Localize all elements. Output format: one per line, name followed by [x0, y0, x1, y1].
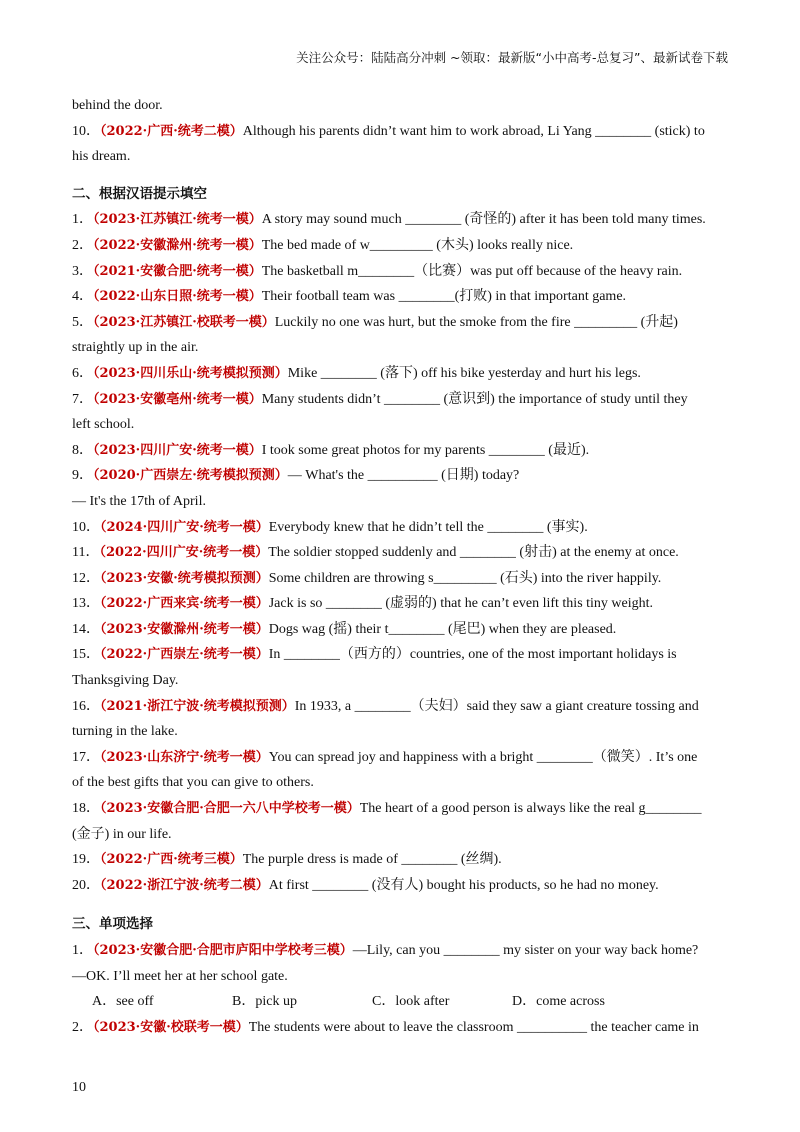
question-number: 11．: [72, 545, 100, 561]
question-text: You can spread joy and happiness with a bright ________（微笑）. It’s one: [268, 749, 698, 765]
question-item: [72, 540, 730, 566]
question-continuation: —OK. I’ll meet her at her school gate.: [72, 968, 288, 984]
question-source: （2022·四川广安·统考一模）: [99, 545, 269, 561]
question-text: In 1933, a ________（夫妇）said they saw a giant creature tossing and: [294, 698, 699, 714]
question-number: 17．: [72, 749, 100, 765]
question-source: （2023·安徽·校联考一模）: [93, 1019, 249, 1035]
question-item: [72, 617, 730, 643]
question-source: （2022·广西来宾·统考一模）: [100, 596, 269, 612]
question-item: [72, 233, 730, 259]
section-title: 三、单项选择: [72, 916, 153, 933]
question-text: Everybody knew that he didn’t tell the ________ (事实).: [268, 519, 588, 535]
question-text: The heart of a good person is always like the real g________: [359, 801, 702, 817]
option-c[interactable]: C．look after: [372, 994, 450, 1010]
question-text: The soldier stopped suddenly and ________ (射击) at the enemy at once.: [268, 545, 679, 561]
question-source: （2022·安徽滁州·统考一模）: [93, 237, 262, 253]
question-text: Dogs wag (摇) their t________ (尾巴) when they are pleased.: [268, 621, 617, 637]
question-item: [72, 207, 730, 233]
question-source: （2024·四川广安·统考一模）: [100, 519, 269, 535]
question-number: 19．: [72, 852, 100, 868]
question-continuation: (金子) in our life.: [72, 826, 172, 842]
question-text: Many students didn’t ________ (意识到) the importance of study until they: [261, 391, 688, 407]
question-source: （2021·浙江宁波·统考模拟预测）: [100, 698, 295, 714]
question-number: 12．: [72, 570, 100, 586]
question-source: （2023·山东济宁·统考一模）: [100, 749, 269, 765]
question-continuation: — It's the 17th of April.: [72, 493, 206, 509]
question-number: 13．: [72, 596, 100, 612]
question-source: （2023·四川广安·统考一模）: [93, 442, 262, 458]
question-number: 5．: [72, 314, 93, 330]
question-source: （2023·安徽合肥·合肥市庐阳中学校考三模）: [93, 943, 353, 958]
question-source: （2022·广西崇左·统考一模）: [100, 647, 269, 663]
question-number: 14．: [72, 621, 100, 637]
question-source: （2023·安徽亳州·统考一模）: [93, 391, 262, 407]
page-content: [72, 93, 730, 1040]
question-number: 2．: [72, 237, 93, 253]
question-source: （2021·安徽合肥·统考一模）: [93, 263, 262, 279]
question-item: [72, 591, 730, 617]
question-item: [72, 1015, 730, 1041]
question-item: [72, 361, 730, 387]
question-text: Some children are throwing s_________ (石头) into the river happily.: [268, 570, 662, 586]
question-source: （2022·广西·统考三模）: [100, 852, 243, 868]
question-text: Although his parents didn’t want him to work abroad, Li Yang ________ (stick) to: [242, 123, 705, 139]
question-text: Their football team was ________(打败) in that important game.: [261, 289, 627, 305]
question-source: （2023·安徽滁州·统考一模）: [100, 621, 269, 637]
question-source: （2022·广西·统考二模）: [100, 123, 243, 139]
question-number: 1．: [72, 943, 93, 958]
question-text: I took some great photos for my parents ________ (最近).: [261, 442, 590, 458]
question-source: （2022·山东日照·统考一模）: [93, 289, 262, 305]
question-item: [72, 515, 730, 541]
question-item: [72, 796, 730, 822]
question-number: 20．: [72, 877, 100, 893]
question-number: 2．: [72, 1019, 93, 1035]
question-continuation: Thanksgiving Day.: [72, 673, 179, 689]
question-continuation: left school.: [72, 417, 135, 433]
question-continuation: turning in the lake.: [72, 724, 178, 740]
question-number: 3．: [72, 263, 93, 279]
page-header: 关注公众号：陆陆高分冲刺 ~领取：最新版“小中高考-总复习”、最新试卷下载: [296, 50, 728, 65]
question-item: [72, 745, 730, 771]
question-text: Luckily no one was hurt, but the smoke from the fire _________ (升起): [274, 314, 678, 330]
page-number: 10: [72, 1080, 86, 1095]
question-text: Mike ________ (落下) off his bike yesterday and hurt his legs.: [287, 365, 641, 381]
question-continuation: of the best gifts that you can give to others.: [72, 775, 314, 791]
question-text: At first ________ (没有人) bought his products, so he had no money.: [268, 877, 659, 893]
answer-options: [72, 989, 730, 1015]
question-item: [72, 387, 730, 413]
question-text: — What's the __________ (日期) today?: [287, 468, 520, 484]
question-text: —Lily, can you ________ my sister on your way back home?: [352, 943, 699, 958]
question-number: 1．: [72, 212, 93, 228]
question-source: （2023·江苏镇江·统考一模）: [93, 212, 262, 228]
question-number: 18．: [72, 801, 100, 817]
question-item: [72, 259, 730, 285]
question-number: 4．: [72, 289, 93, 305]
question-source: （2020·广西崇左·统考模拟预测）: [93, 468, 288, 484]
question-source: （2022·浙江宁波·统考二模）: [100, 877, 269, 893]
question-number: 10．: [72, 123, 100, 139]
question-text: Jack is so ________ (虚弱的) that he can’t even lift this tiny weight.: [268, 596, 654, 612]
spacer: [72, 898, 730, 912]
option-a[interactable]: A．see off: [92, 994, 154, 1010]
question-item: [72, 438, 730, 464]
carryover-line: behind the door.: [72, 98, 163, 113]
question-text: In ________（西方的）countries, one of the most important holidays is: [268, 647, 677, 663]
question-source: （2023·四川乐山·统考模拟预测）: [93, 365, 288, 381]
question-number: 10．: [72, 519, 100, 535]
question-item: [72, 642, 730, 668]
question-item: [72, 847, 730, 873]
question-number: 9．: [72, 468, 93, 484]
question-source: （2023·江苏镇江·校联考一模）: [93, 314, 275, 330]
question-text: The bed made of w_________ (木头) looks really nice.: [261, 237, 574, 253]
section-title: 二、根据汉语提示填空: [72, 185, 207, 202]
question-list: [72, 207, 730, 898]
question-item: [72, 873, 730, 899]
question-number: 16．: [72, 698, 100, 714]
question-text: The purple dress is made of ________ (丝绸).: [242, 852, 502, 868]
spacer: [72, 170, 730, 182]
question-source: （2023·安徽·统考模拟预测）: [100, 570, 269, 586]
option-d[interactable]: D．come across: [512, 994, 605, 1010]
question-item: [72, 938, 730, 964]
option-b[interactable]: B．pick up: [232, 994, 297, 1010]
question-source: （2023·安徽合肥·合肥一六八中学校考一模）: [100, 801, 360, 817]
question-number: 6．: [72, 365, 93, 381]
question-number: 7．: [72, 391, 93, 407]
question-item: [72, 463, 730, 489]
question-text: A story may sound much ________ (奇怪的) after it has been told many times.: [261, 212, 706, 228]
question-item: [72, 119, 730, 145]
question-continuation: straightly up in the air.: [72, 340, 199, 356]
question-text: The basketball m________（比赛）was put off because of the heavy rain.: [261, 263, 683, 279]
question-item: [72, 310, 730, 336]
question-number: 8．: [72, 442, 93, 458]
question-item: [72, 694, 730, 720]
question-item: [72, 284, 730, 310]
question-item: [72, 566, 730, 592]
question-text: The students were about to leave the classroom __________ the teacher came in: [248, 1019, 699, 1035]
question-number: 15．: [72, 647, 100, 663]
question-continuation: his dream.: [72, 149, 131, 165]
